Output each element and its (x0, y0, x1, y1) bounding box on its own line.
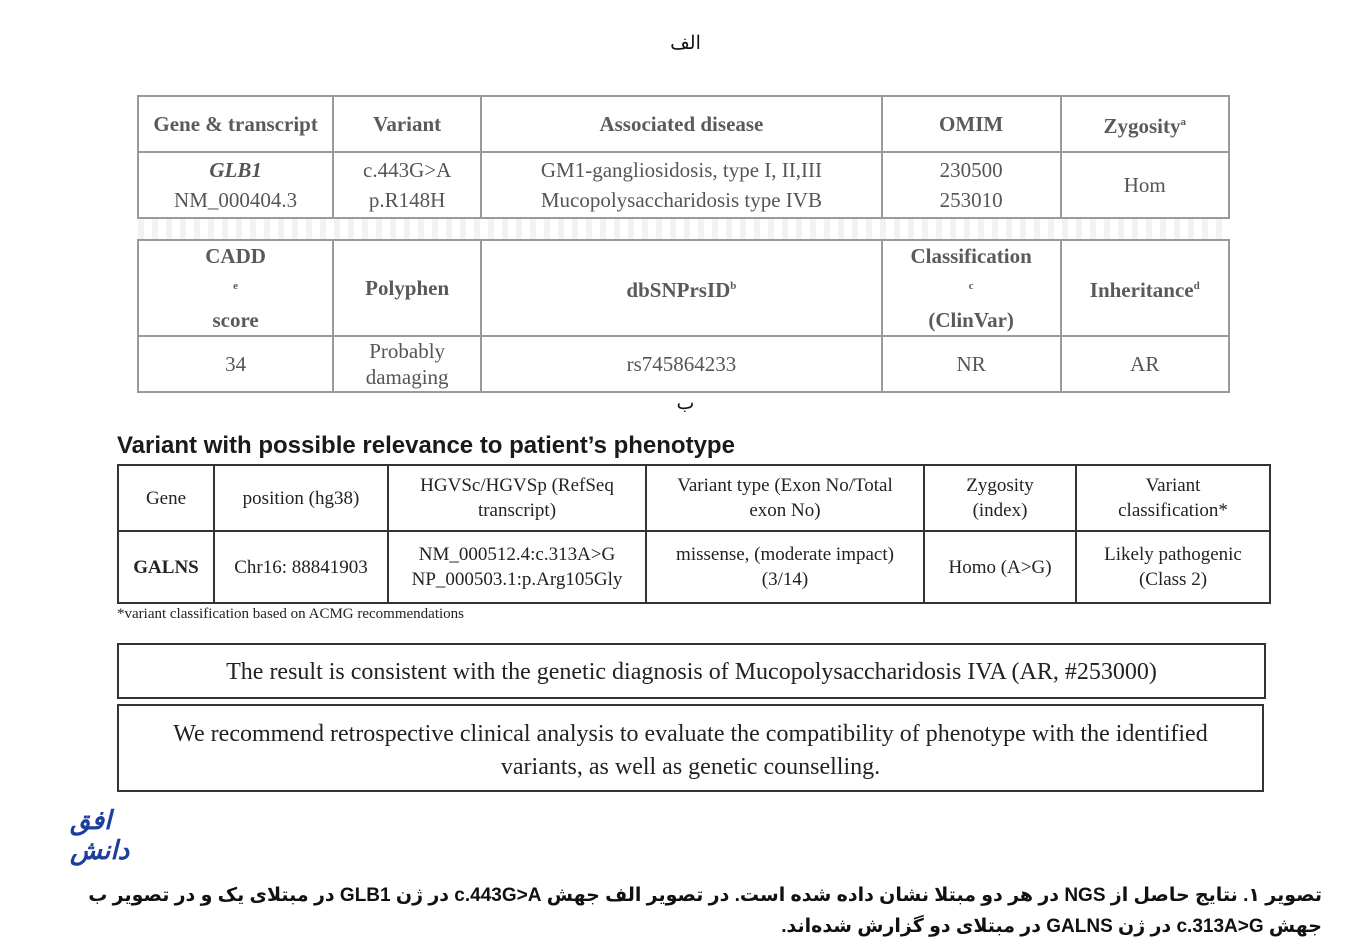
figure-caption (60, 880, 1322, 942)
header-cadd-text: CADD (205, 244, 266, 268)
cell-b-position: Chr16: 88841903 (214, 531, 388, 603)
transcript-id: NM_000404.3 (174, 188, 298, 212)
recommendation-line-2: variants, as well as genetic counselling. (500, 754, 881, 780)
recommendation-box (117, 704, 1264, 792)
header-polyphen: Polyphen (333, 240, 481, 336)
cell-classification: NR (882, 336, 1061, 392)
header-zygosity-text: Zygosity (1103, 114, 1181, 138)
header-inheritance-sup: d (1193, 280, 1200, 292)
cell-gene-transcript (138, 152, 333, 218)
header-dbsnp-sup: b (730, 280, 737, 292)
header-b-hgvs-1: HGVSc/HGVSp (RefSeq (420, 475, 614, 496)
cell-b-class-2: (Class 2) (1138, 569, 1208, 590)
panel-label-b: ب (676, 393, 695, 414)
header-b-position: position (hg38) (214, 465, 388, 531)
header-b-type-1: Variant type (Exon No/Total (677, 475, 893, 496)
panel-label-a: الف (670, 33, 701, 54)
caption-lead: تصویر ۱. (1243, 885, 1322, 906)
cell-b-type-1: missense, (moderate impact) (676, 544, 894, 565)
header-b-zyg-1: Zygosity (966, 475, 1034, 496)
cell-variant (333, 152, 481, 218)
header-inheritance (1061, 240, 1230, 336)
recommendation-line-1: We recommend retrospective clinical analysis to evaluate the compatibility of phenotype with the identified (173, 721, 1208, 747)
result-box: The result is consistent with the genetic diagnosis of Mucopolysaccharidosis IVA (AR, #253000) (117, 643, 1266, 699)
header-inheritance-text: Inheritance (1089, 278, 1194, 302)
cell-zygosity: Hom (1061, 152, 1230, 218)
polyphen-2: damaging (365, 365, 449, 389)
header-b-hgvs-2: transcript) (477, 500, 557, 521)
header-dbsnp-text: dbSNPrsID (626, 278, 731, 302)
header-gene-transcript: Gene & transcript (138, 96, 333, 152)
table-b-footnote: *variant classification based on ACMG recommendations (117, 606, 464, 622)
header-variant: Variant (333, 96, 481, 152)
cell-b-type (646, 531, 924, 603)
gene-glb1: GLB1 (209, 158, 262, 182)
header-b-class-1: Variant (1145, 475, 1201, 496)
cell-b-hgvs (388, 531, 646, 603)
polyphen-1: Probably (369, 339, 446, 363)
table-a-value-row-2 (138, 336, 1229, 392)
header-b-gene: Gene (118, 465, 214, 531)
disease-2: Mucopolysaccharidosis type IVB (540, 188, 822, 212)
cell-b-classification (1076, 531, 1270, 603)
caption-body: نتایج حاصل از NGS در هر دو مبتلا نشان داده شده است. در تصویر الف جهش c.443G>A در ژن GLB1 در مبتلای یک و در تصویر ب جهش c.313A>G در ژن GALNS در مبتلای دو گزارش شده‌اند. (88, 885, 1322, 937)
header-zygosity-sup: a (1180, 116, 1186, 128)
variant-table-b (117, 464, 1271, 604)
omim-2: 253010 (939, 188, 1003, 212)
header-b-zygosity (924, 465, 1076, 531)
cell-dbsnp: rs745864233 (481, 336, 882, 392)
variant-c: c.443G>A (363, 158, 452, 182)
section-b-title: Variant with possible relevance to patient’s phenotype (117, 432, 735, 459)
cell-cadd: 34 (138, 336, 333, 392)
header-classification-sup: c (968, 280, 974, 292)
header-classification-text: Classification (910, 244, 1032, 268)
variant-table-a (137, 95, 1230, 393)
header-b-hgvs (388, 465, 646, 531)
header-cadd-sup: e (233, 280, 239, 292)
header-cadd (138, 240, 333, 336)
table-a-gap (138, 218, 1229, 240)
cell-disease (481, 152, 882, 218)
header-classification-line2: (ClinVar) (928, 308, 1014, 332)
header-b-type (646, 465, 924, 531)
cell-inheritance: AR (1061, 336, 1230, 392)
journal-logo: افق دانش (70, 806, 130, 865)
header-zygosity (1061, 96, 1230, 152)
header-associated-disease: Associated disease (481, 96, 882, 152)
table-b-value-row (118, 531, 1270, 603)
header-b-type-2: exon No) (749, 500, 821, 521)
cell-omim (882, 152, 1061, 218)
cell-b-class-1: Likely pathogenic (1104, 544, 1242, 565)
variant-p: p.R148H (368, 188, 446, 212)
header-b-class-2: classification* (1118, 500, 1228, 521)
table-a-header-row-1 (138, 96, 1229, 152)
header-cadd-line2: score (212, 308, 259, 332)
cell-b-gene: GALNS (118, 531, 214, 603)
header-b-zyg-2: (index) (972, 500, 1028, 521)
table-a-gap-row (138, 218, 1229, 240)
cell-b-hgvs-2: NP_000503.1:p.Arg105Gly (411, 569, 623, 590)
disease-1: GM1-gangliosidosis, type I, II,III (540, 158, 822, 182)
header-b-classification (1076, 465, 1270, 531)
cell-polyphen (333, 336, 481, 392)
omim-1: 230500 (939, 158, 1003, 182)
header-classification (882, 240, 1061, 336)
table-b-header-row (118, 465, 1270, 531)
header-dbsnp (481, 240, 882, 336)
table-a-header-row-2 (138, 240, 1229, 336)
header-omim: OMIM (882, 96, 1061, 152)
cell-b-type-2: (3/14) (761, 569, 809, 590)
cell-b-zygosity: Homo (A>G) (924, 531, 1076, 603)
table-a-value-row-1 (138, 152, 1229, 218)
cell-b-hgvs-1: NM_000512.4:c.313A>G (418, 544, 616, 565)
